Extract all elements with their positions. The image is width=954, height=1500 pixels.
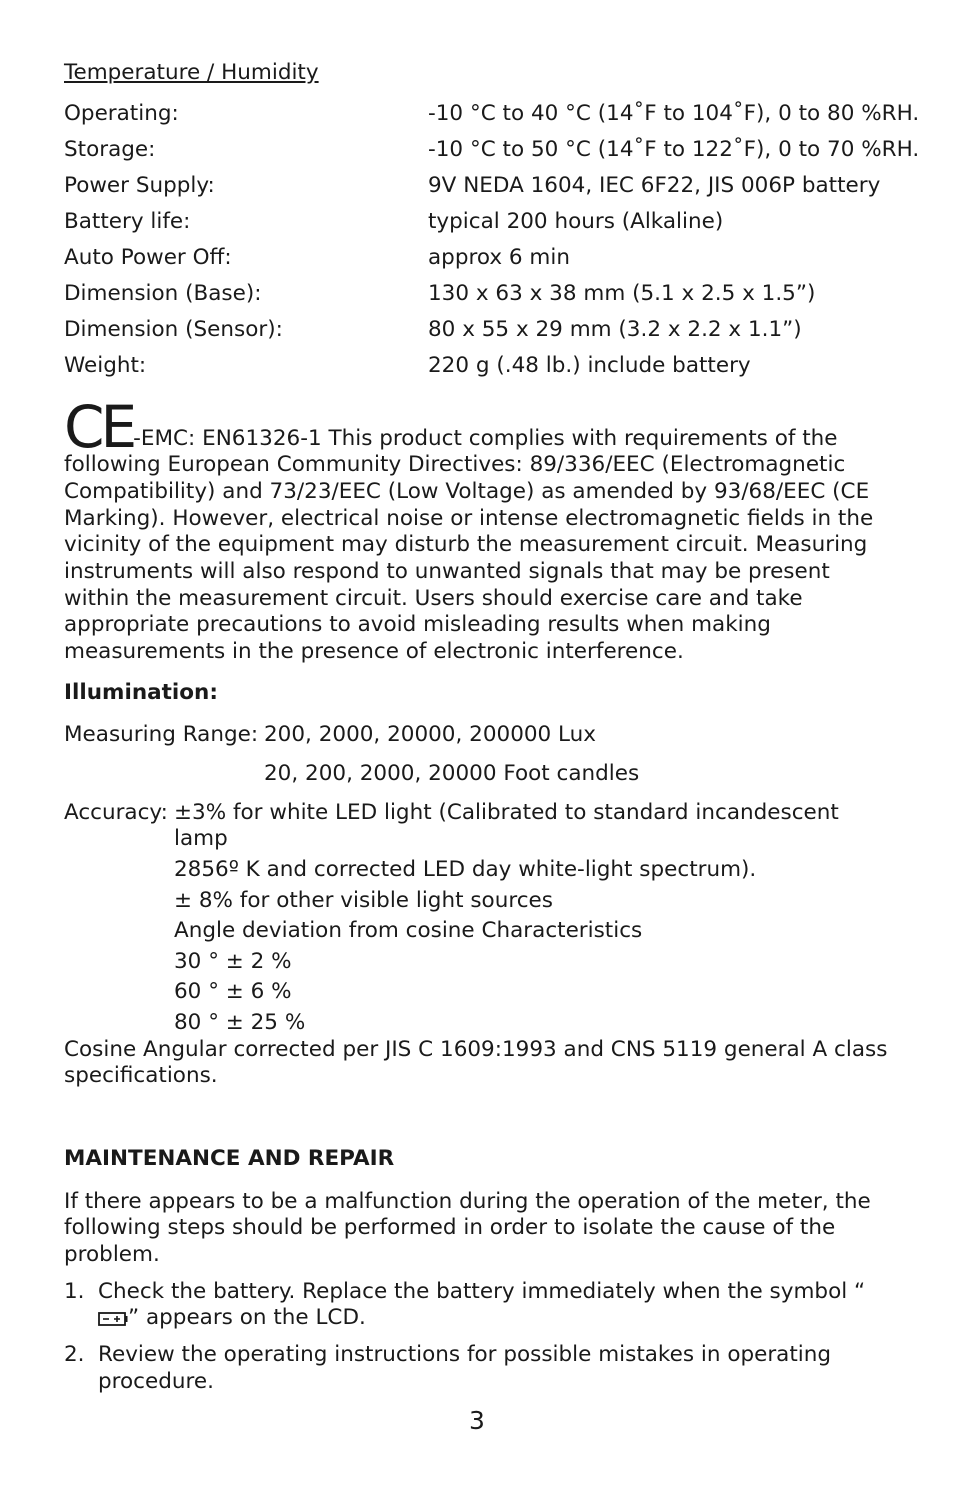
step-text-before: Check the battery. Replace the battery immediately when the symbol “ bbox=[98, 1278, 866, 1304]
step-number: 1. bbox=[64, 1278, 85, 1304]
accuracy-lines bbox=[174, 800, 894, 1037]
spec-value: typical 200 hours (Alkaline) bbox=[428, 208, 724, 234]
maintenance-intro: If there appears to be a malfunction during the operation of the meter, the following steps should be performed in order to isolate the cause of the problem. bbox=[64, 1188, 871, 1268]
ce-compliance-paragraph bbox=[64, 392, 894, 666]
manual-page bbox=[64, 60, 920, 1405]
spec-label: Dimension (Base): bbox=[64, 280, 262, 306]
spec-row bbox=[64, 209, 894, 245]
spec-value: 220 g (.48 lb.) include battery bbox=[428, 352, 751, 378]
accuracy-line: ±3% for white LED light (Calibrated to standard incandescent lamp bbox=[174, 799, 839, 852]
page-number: 3 bbox=[469, 1406, 485, 1435]
accuracy-line: Angle deviation from cosine Characteristics bbox=[174, 918, 643, 944]
measuring-range-lux: 200, 2000, 20000, 200000 Lux bbox=[264, 722, 597, 748]
temperature-humidity-heading: Temperature / Humidity bbox=[64, 60, 319, 85]
spec-value: -10 °C to 50 °C (14˚F to 122˚F), 0 to 70 %RH. bbox=[428, 136, 920, 162]
spec-label: Battery life: bbox=[64, 208, 191, 234]
spec-value: 130 x 63 x 38 mm (5.1 x 2.5 x 1.5”) bbox=[428, 280, 816, 306]
spec-row bbox=[64, 100, 920, 137]
ce-mark-icon: CE bbox=[64, 392, 134, 461]
list-item bbox=[64, 1342, 894, 1395]
accuracy-line: 30 ° ± 2 % bbox=[174, 948, 292, 974]
spec-label: Power Supply: bbox=[64, 172, 215, 198]
spec-label: Weight: bbox=[64, 352, 147, 378]
measuring-range-foot-candles: 20, 200, 2000, 20000 Foot candles bbox=[264, 760, 640, 786]
maintenance-steps bbox=[64, 1279, 894, 1396]
spec-label: Operating: bbox=[64, 100, 179, 126]
accuracy-line: 2856º K and corrected LED day white-light spectrum). bbox=[174, 856, 757, 882]
spec-row bbox=[64, 173, 894, 209]
battery-icon bbox=[98, 1311, 128, 1326]
spec-row bbox=[64, 281, 894, 317]
step-number: 2. bbox=[64, 1342, 85, 1368]
illumination-heading: Illumination: bbox=[64, 679, 218, 705]
accuracy-line: 80 ° ± 25 % bbox=[174, 1010, 306, 1036]
spec-label: Auto Power Off: bbox=[64, 244, 232, 270]
accuracy-line: 60 ° ± 6 % bbox=[174, 979, 292, 1005]
step-text: Review the operating instructions for possible mistakes in operating procedure. bbox=[98, 1342, 832, 1394]
accuracy-block bbox=[64, 800, 894, 1037]
spec-value: approx 6 min bbox=[428, 244, 570, 270]
step-text bbox=[98, 1279, 894, 1332]
spec-table bbox=[64, 100, 920, 389]
step-text-after: ” appears on the LCD. bbox=[128, 1305, 366, 1331]
list-item bbox=[64, 1279, 894, 1332]
spec-value: 80 x 55 x 29 mm (3.2 x 2.2 x 1.1”) bbox=[428, 316, 802, 342]
ce-compliance-text: -EMC: EN61326-1 This product complies with requirements of the following European Community Directives: 89/336/EEC (Electromagnetic Compatibility) and 73/23/EEC (Low Voltage) as amended by 93/68/EEC (CE Marking). However, electrical noise or intense electromagnetic fields in the vicinity of the equipment may disturb the measurement circuit. Measuring instruments will also respond to unwanted signals that may be present within the measurement circuit. Users should exercise care and take appropriate precautions to avoid misleading results when making measurements in the presence of electronic interference. bbox=[64, 425, 874, 664]
spec-value: -10 °C to 40 °C (14˚F to 104˚F), 0 to 80 %RH. bbox=[428, 100, 920, 126]
spec-row bbox=[64, 353, 894, 389]
spec-value: 9V NEDA 1604, IEC 6F22, JIS 006P battery bbox=[428, 172, 881, 198]
measuring-range-row bbox=[64, 722, 894, 749]
spec-label: Dimension (Sensor): bbox=[64, 316, 283, 342]
accuracy-line: ± 8% for other visible light sources bbox=[174, 887, 553, 913]
spec-row bbox=[64, 136, 920, 173]
spec-label: Storage: bbox=[64, 136, 156, 162]
maintenance-heading: MAINTENANCE AND REPAIR bbox=[64, 1146, 395, 1172]
spec-row bbox=[64, 317, 894, 353]
measuring-range-label: Measuring Range: bbox=[64, 722, 259, 748]
spec-row bbox=[64, 245, 894, 281]
cosine-note: Cosine Angular corrected per JIS C 1609:1993 and CNS 5119 general A class specifications. bbox=[64, 1036, 888, 1089]
accuracy-label: Accuracy: bbox=[64, 799, 168, 825]
